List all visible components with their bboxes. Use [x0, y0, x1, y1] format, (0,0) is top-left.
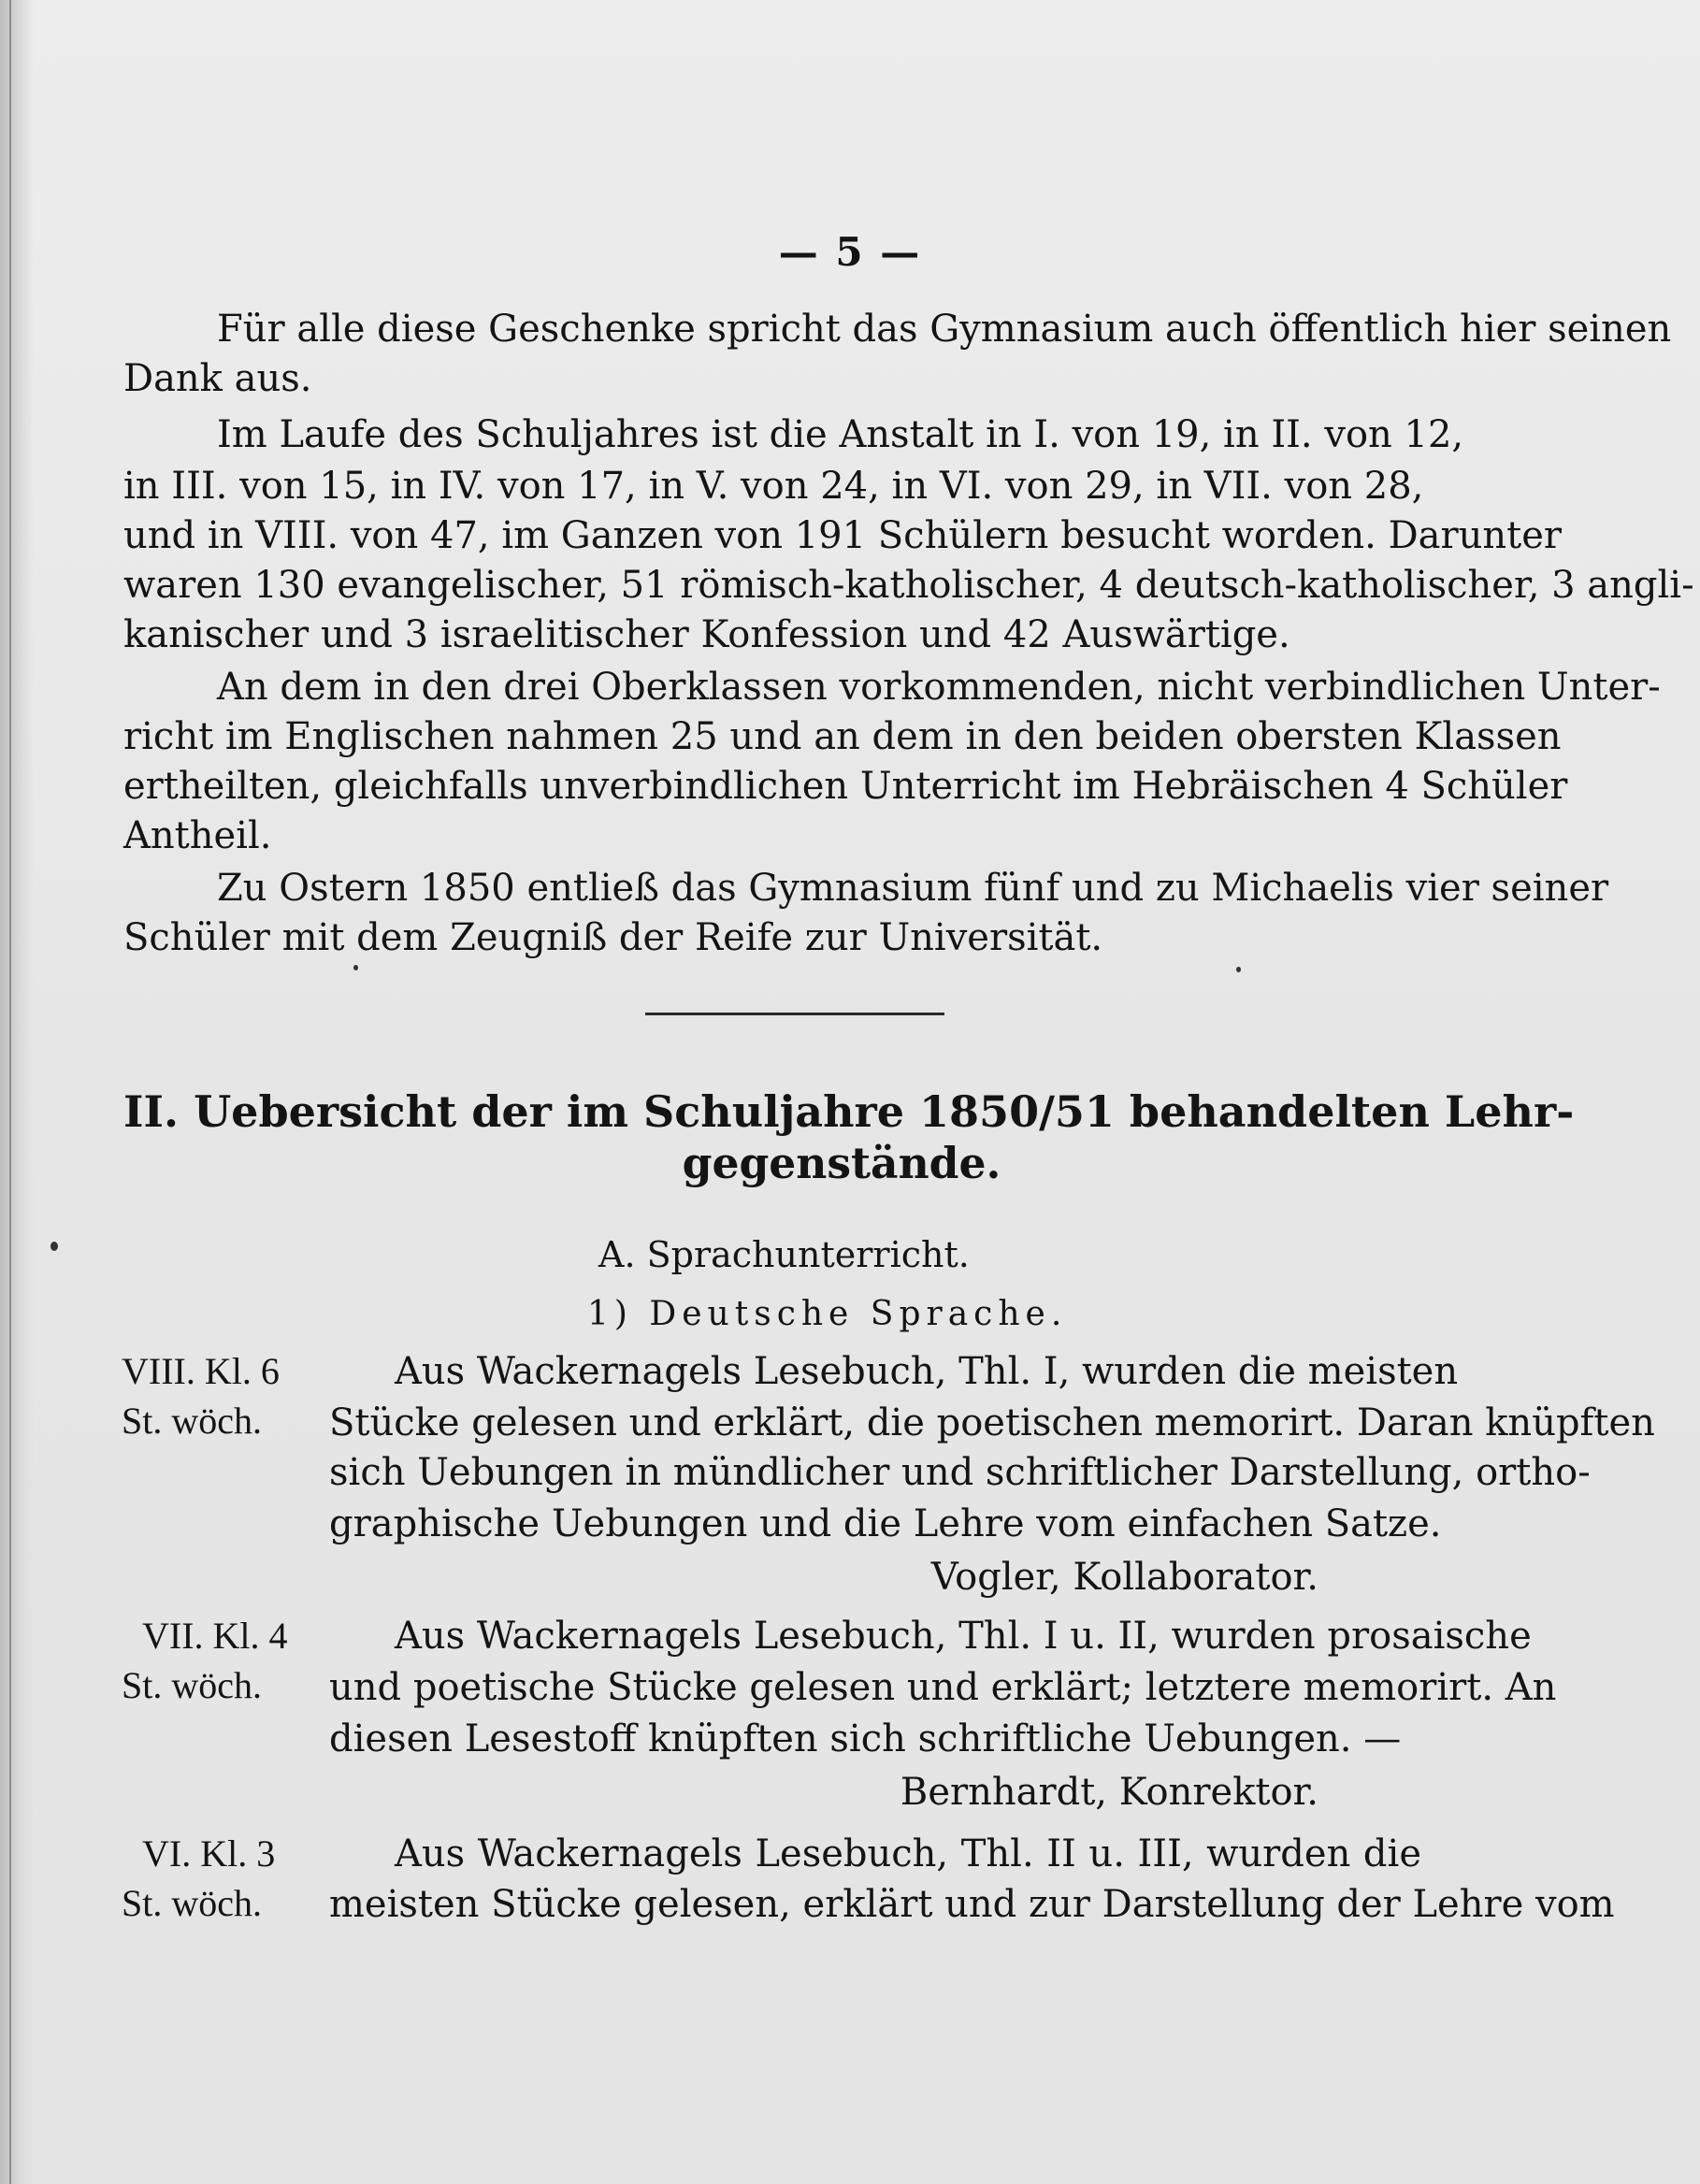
section-divider: [645, 1013, 944, 1015]
paragraph-line: Im Laufe des Schuljahres ist die Anstalt in I. von 19, in II. von 12,: [217, 413, 1464, 456]
class-description-line: diesen Lesestoff knüpften sich schriftliche Uebungen. —: [329, 1717, 1402, 1760]
class-description-line: Aus Wackernagels Lesebuch, Thl. I, wurden die meisten: [395, 1350, 1459, 1393]
paragraph-line: in III. von 15, in IV. von 17, in V. von 24, in VI. von 29, in VII. von 28,: [123, 465, 1424, 508]
paragraph-line: An dem in den drei Oberklassen vorkommenden, nicht verbindlichen Unter-: [217, 666, 1661, 709]
teacher-name: Vogler, Kollaborator.: [930, 1556, 1318, 1599]
paragraph-line: Dank aus.: [123, 357, 312, 400]
class-description-line: graphische Uebungen und die Lehre vom einfachen Satze.: [329, 1502, 1442, 1545]
subsection-heading: A. Sprachunterricht.: [598, 1234, 970, 1275]
paragraph-line: kanischer und 3 israelitischer Konfession und 42 Auswärtige.: [123, 613, 1290, 656]
paragraph-line: Schüler mit dem Zeugniß der Reife zur Universität.: [123, 916, 1103, 959]
scan-speck: [1236, 967, 1241, 972]
page-number: — 5 —: [778, 229, 922, 275]
class-label: VII. Kl. 4: [142, 1615, 288, 1657]
class-label: VIII. Kl. 6: [122, 1350, 280, 1392]
scan-speck: [50, 1242, 58, 1251]
paragraph-line: waren 130 evangelischer, 51 römisch-katholischer, 4 deutsch-katholischer, 3 angli-: [123, 564, 1694, 607]
teacher-name: Bernhardt, Konrektor.: [900, 1771, 1318, 1814]
class-description-line: meisten Stücke gelesen, erklärt und zur Darstellung der Lehre vom: [329, 1883, 1615, 1926]
paragraph-line: Antheil.: [123, 814, 272, 857]
paragraph-line: und in VIII. von 47, im Ganzen von 191 Schülern besucht worden. Darunter: [123, 514, 1563, 557]
class-description-line: Stücke gelesen und erklärt, die poetischen memorirt. Daran knüpften: [329, 1401, 1655, 1444]
book-gutter: [0, 0, 34, 2184]
hours-label: St. wöch.: [122, 1882, 262, 1924]
paragraph-line: Zu Ostern 1850 entließ das Gymnasium fünf und zu Michaelis vier seiner: [217, 867, 1609, 910]
class-description-line: Aus Wackernagels Lesebuch, Thl. I u. II, wurden prosaische: [395, 1615, 1532, 1658]
hours-label: St. wöch.: [122, 1664, 262, 1706]
class-description-line: Aus Wackernagels Lesebuch, Thl. II u. III, wurden die: [395, 1832, 1421, 1875]
class-label: VI. Kl. 3: [142, 1832, 276, 1875]
scan-speck: [353, 965, 358, 970]
class-description-line: sich Uebungen in mündlicher und schriftlicher Darstellung, ortho-: [329, 1451, 1591, 1494]
paragraph-line: richt im Englischen nahmen 25 und an dem in den beiden obersten Klassen: [123, 715, 1562, 758]
hours-label: St. wöch.: [122, 1400, 262, 1442]
paragraph-line: ertheilten, gleichfalls unverbindlichen Unterricht im Hebräischen 4 Schüler: [123, 765, 1568, 808]
section-heading: II. Uebersicht der im Schuljahre 1850/51 behandelten Lehr-: [123, 1086, 1575, 1137]
subsubsection-heading: 1) Deutsche Sprache.: [587, 1295, 1068, 1333]
section-heading-continued: gegenstände.: [682, 1138, 1001, 1188]
paragraph-line: Für alle diese Geschenke spricht das Gymnasium auch öffentlich hier seinen: [217, 308, 1672, 351]
class-description-line: und poetische Stücke gelesen und erklärt; letztere memorirt. An: [329, 1666, 1557, 1709]
